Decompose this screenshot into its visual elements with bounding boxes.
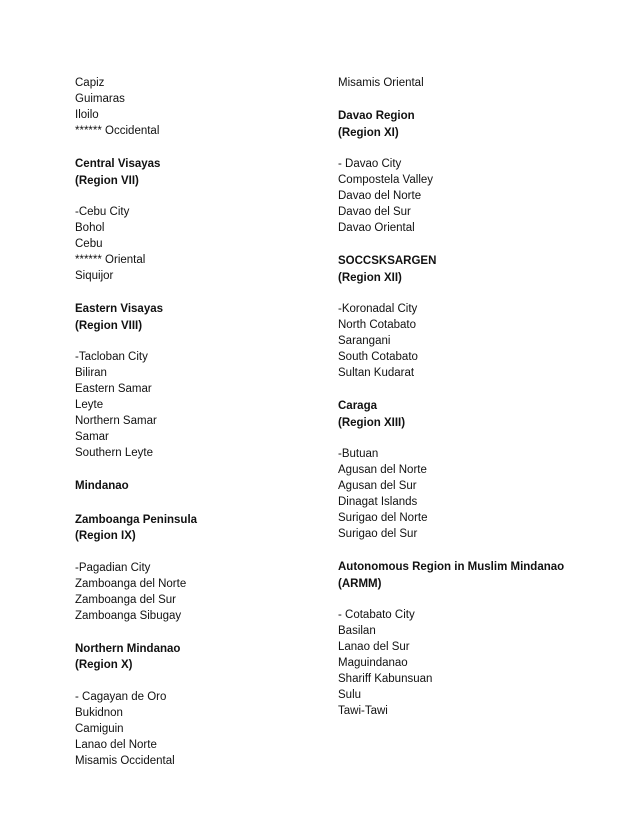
section-region-northern-mindanao: (Region X) — [75, 659, 133, 671]
section-title-eastern-visayas: Eastern Visayas — [75, 303, 164, 315]
province-item: -Butuan — [338, 448, 379, 460]
province-item: Sultan Kudarat — [338, 367, 415, 379]
province-item: Leyte — [75, 399, 104, 411]
section-region-eastern-visayas: (Region VIII) — [75, 319, 143, 332]
province-item: Agusan del Norte — [338, 464, 427, 476]
section-region-central-visayas: (Region VII) — [75, 174, 139, 187]
province-item: Samar — [75, 431, 109, 443]
section-title-zamboanga-peninsula: Zamboanga Peninsula — [75, 513, 198, 526]
province-item: Cebu — [75, 238, 103, 250]
province-item: ****** Oriental — [75, 254, 146, 266]
section-region-zamboanga-peninsula: (Region IX) — [75, 530, 136, 542]
province-item: Siquijor — [75, 270, 114, 282]
province-item: Bohol — [75, 222, 105, 234]
section-title-central-visayas: Central Visayas — [75, 158, 161, 170]
section-title-northern-mindanao: Northern Mindanao — [75, 642, 181, 655]
province-item: Shariff Kabunsuan — [338, 673, 433, 685]
left-column — [75, 75, 315, 769]
province-item: ****** Occidental — [75, 125, 160, 137]
province-item: Bukidnon — [75, 706, 123, 719]
province-item: Surigao del Norte — [338, 512, 428, 524]
province-item: Misamis Oriental — [338, 77, 424, 89]
province-item: Lanao del Sur — [338, 641, 410, 653]
province-item: -Koronadal City — [338, 303, 418, 315]
province-item: Southern Leyte — [75, 447, 154, 459]
section-title-mindanao: Mindanao — [75, 480, 129, 492]
province-item: Basilan — [338, 625, 376, 637]
province-item: Davao Oriental — [338, 222, 415, 234]
province-item: Camiguin — [75, 722, 124, 735]
section-title-davao-region: Davao Region — [338, 110, 415, 122]
province-item: Dinagat Islands — [338, 496, 418, 508]
province-item: Sarangani — [338, 335, 391, 347]
province-item: Biliran — [75, 367, 107, 379]
province-item: -Pagadian City — [75, 561, 151, 574]
province-item: Zamboanga Sibugay — [75, 609, 182, 622]
province-item: Eastern Samar — [75, 383, 152, 395]
section-region-soccsksargen: (Region XII) — [338, 271, 402, 284]
province-item: - Davao City — [338, 158, 402, 170]
province-item: Davao del Sur — [338, 206, 411, 218]
province-item: -Cebu City — [75, 206, 130, 218]
province-item: Iloilo — [75, 109, 99, 121]
province-item: South Cotabato — [338, 351, 418, 363]
section-region-caraga: (Region XIII) — [338, 416, 406, 429]
province-item: Lanao del Norte — [75, 738, 157, 751]
province-item: - Cotabato City — [338, 609, 415, 621]
right-column — [338, 75, 578, 719]
province-item: Misamis Occidental — [75, 754, 175, 767]
province-item: North Cotabato — [338, 319, 416, 331]
province-item: Zamboanga del Norte — [75, 577, 187, 590]
province-item: Davao del Norte — [338, 190, 422, 202]
province-item: Maguindanao — [338, 657, 408, 669]
province-item: Zamboanga del Sur — [75, 593, 177, 606]
section-title-armm: Autonomous Region in Muslim Mindanao — [338, 561, 565, 573]
province-item: Guimaras — [75, 93, 125, 105]
province-item: Capiz — [75, 77, 105, 89]
province-item: Sulu — [338, 689, 362, 701]
province-item: Surigao del Sur — [338, 528, 418, 540]
province-item: Compostela Valley — [338, 174, 434, 186]
province-item: Northern Samar — [75, 415, 157, 427]
section-title-soccsksargen: SOCCSKSARGEN — [338, 255, 437, 267]
section-region-armm: (ARMM) — [338, 577, 382, 590]
section-region-davao-region: (Region XI) — [338, 126, 399, 139]
province-item: - Cagayan de Oro — [75, 690, 167, 703]
province-item: -Tacloban City — [75, 351, 148, 363]
province-item: Agusan del Sur — [338, 480, 417, 492]
province-item: Tawi-Tawi — [338, 705, 388, 717]
section-title-caraga: Caraga — [338, 400, 377, 412]
